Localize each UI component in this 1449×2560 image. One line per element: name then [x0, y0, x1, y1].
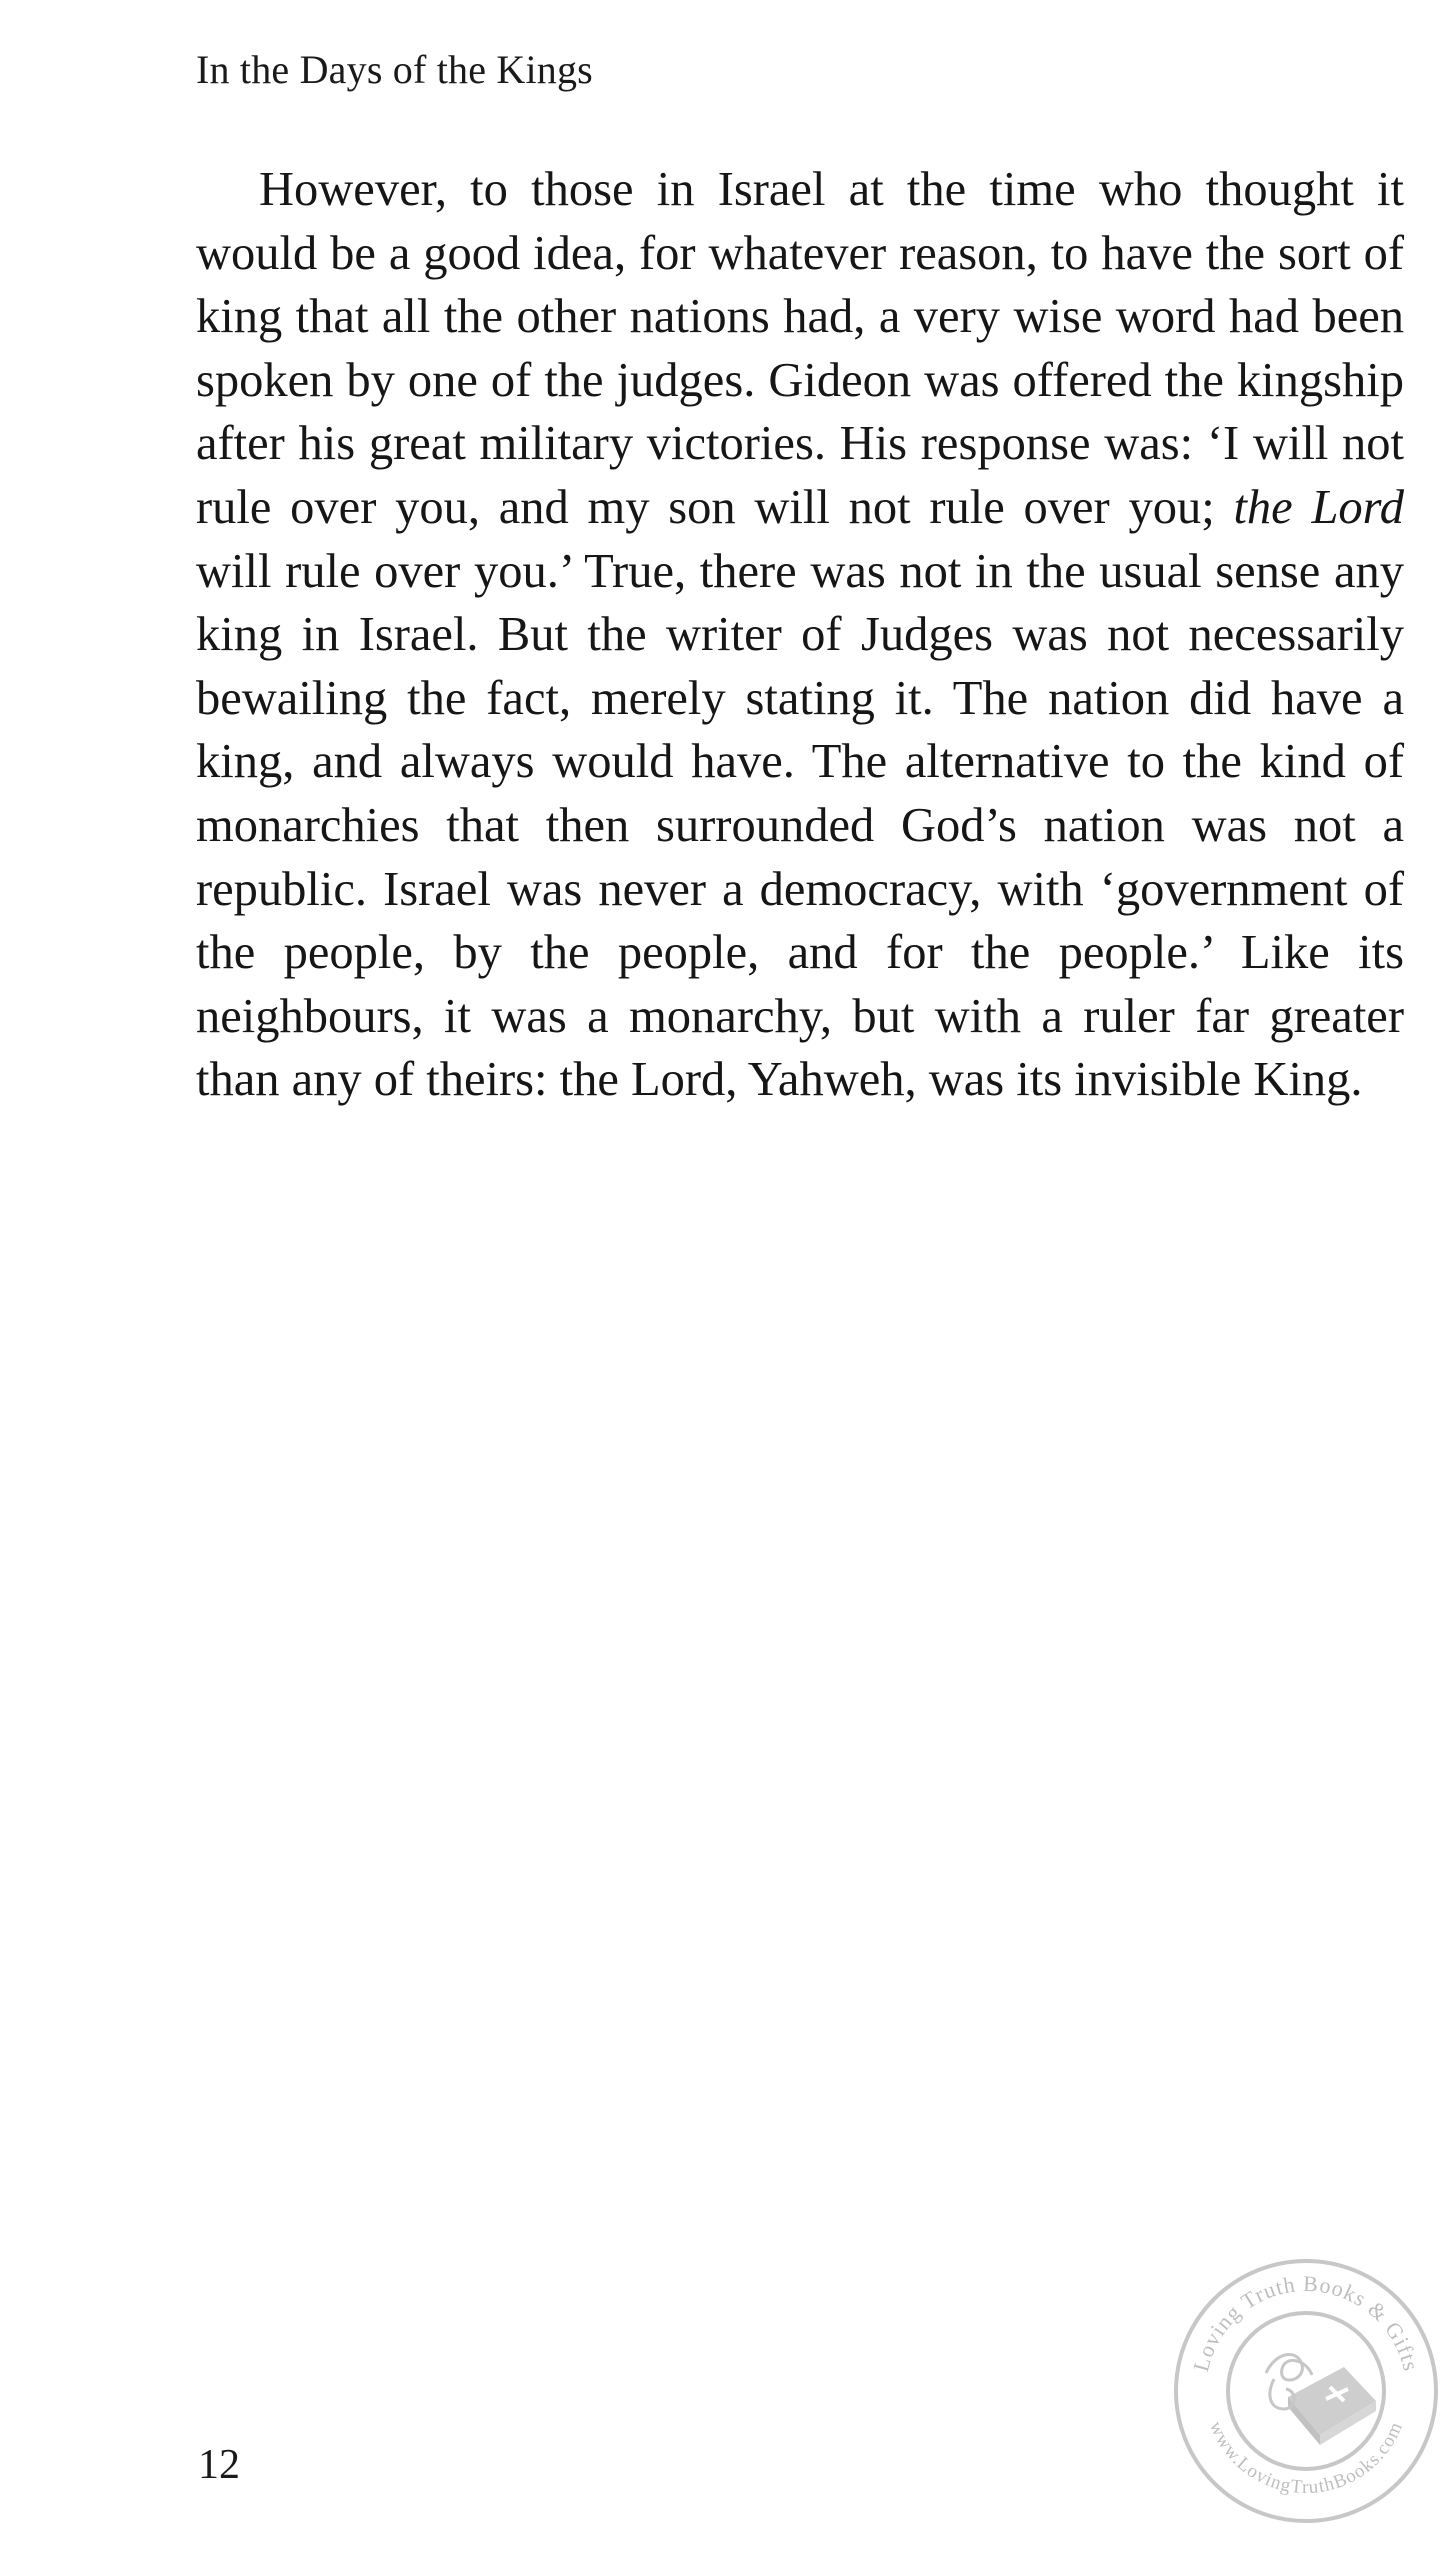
page-number: 12 — [198, 2442, 240, 2488]
paragraph-text-end: will rule over you.’ True, there was not in the usual sense any king in Israel. But the writer of Judges was not necessarily bewailing the fact, merely stating it. The nation did have a king, and always would have. The alternative to the kind of monarchies that then surrounded God’s nation was not a republic. Israel was never a democracy, with ‘government of the people, by the people, and for the people.’ Like its neighbours, it was a monarchy, but with a ruler far greater than any of theirs: the Lord, Yahweh, was its invisible King. — [196, 544, 1404, 1107]
paragraph-italic-phrase: the Lord — [1233, 480, 1404, 534]
bible-and-ribbon-icon — [1266, 2355, 1376, 2445]
svg-text:www.LovingTruthBooks.com — [1205, 2418, 1407, 2498]
seal-ring-text-top: Loving Truth Books & Gifts — [1188, 2270, 1424, 2374]
body-paragraph — [196, 158, 1404, 1112]
paragraph-text-start: However, to those in Israel at the time who thought it would be a good idea, for whatever reason, to have the sort of king that all the other nations had, a very wise word had been spoken by one of the judges. Gideon was offered the kingship after his great military victories. His response was: ‘I will not rule over you, and my son will not rule over you; — [196, 163, 1404, 534]
seal-ring-text-bottom: www.LovingTruthBooks.com — [1204, 2418, 1408, 2499]
svg-text:Loving Truth Books & Gifts — [1188, 2271, 1424, 2374]
loving-truth-watermark-seal — [1170, 2255, 1442, 2527]
running-head-title: In the Days of the Kings — [196, 47, 593, 92]
